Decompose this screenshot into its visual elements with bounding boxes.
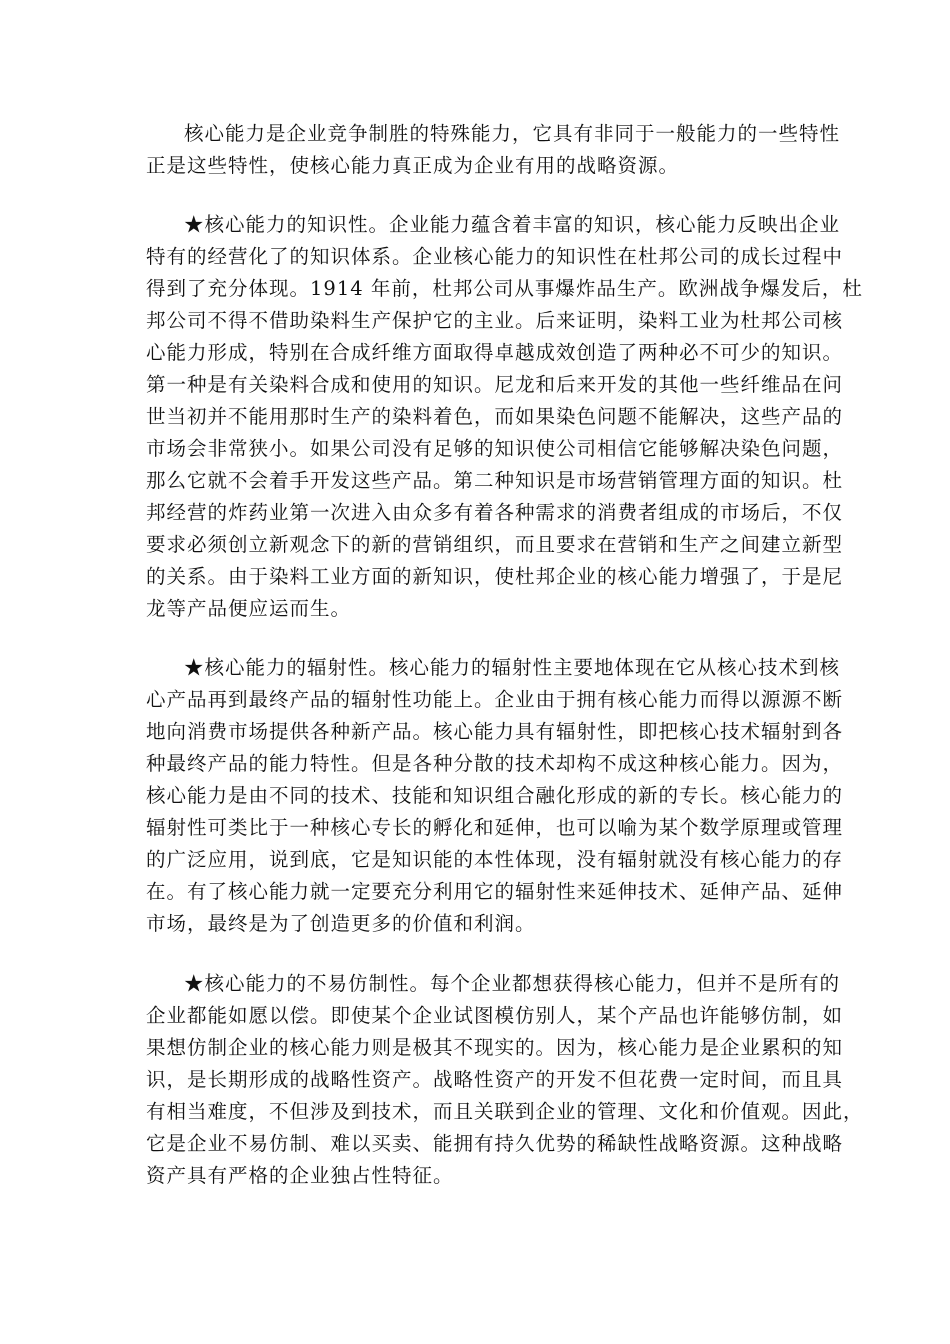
text-line: 得到了充分体现。1914 年前，杜邦公司从事爆炸品生产。欧洲战争爆发后，杜 <box>146 277 863 300</box>
text-line: 的广泛应用，说到底，它是知识能的本性体现，没有辐射就没有核心能力的存 <box>146 848 844 871</box>
text-line: 要求必须创立新观念下的新的营销组织，而且要求在营销和生产之间建立新型 <box>146 533 844 556</box>
text-line: 世当初并不能用那时生产的染料着色，而如果染色问题不能解决，这些产品的 <box>146 405 844 428</box>
text-line: ★核心能力的不易仿制性。每个企业都想获得核心能力，但并不是所有的 <box>184 972 841 995</box>
text-line: 第一种是有关染料合成和使用的知识。尼龙和后来开发的其他一些纤维品在问 <box>146 373 844 396</box>
text-line: 企业都能如愿以偿。即使某个企业试图模仿别人，某个产品也许能够仿制，如 <box>146 1004 844 1027</box>
text-line: 果想仿制企业的核心能力则是极其不现实的。因为，核心能力是企业累积的知 <box>146 1036 844 1059</box>
text-line: 特有的经营化了的知识体系。企业核心能力的知识性在杜邦公司的成长过程中 <box>146 245 844 268</box>
text-line: 正是这些特性，使核心能力真正成为企业有用的战略资源。 <box>146 154 680 177</box>
text-line: 辐射性可类比于一种核心专长的孵化和延伸，也可以喻为某个数学原理或管理 <box>146 816 844 839</box>
text-line: 心能力形成，特别在合成纤维方面取得卓越成效创造了两种必不可少的知识。 <box>146 341 844 364</box>
text-line: 心产品再到最终产品的辐射性功能上。企业由于拥有核心能力而得以源源不断 <box>146 688 844 711</box>
text-line: ★核心能力的知识性。企业能力蕴含着丰富的知识，核心能力反映出企业 <box>184 213 841 236</box>
text-line: 种最终产品的能力特性。但是各种分散的技术却构不成这种核心能力。因为， <box>146 752 844 775</box>
text-line: 市场会非常狭小。如果公司没有足够的知识使公司相信它能够解决染色问题， <box>146 437 844 460</box>
text-line: 识，是长期形成的战略性资产。战略性资产的开发不但花费一定时间，而且具 <box>146 1068 844 1091</box>
text-line: ★核心能力的辐射性。核心能力的辐射性主要地体现在它从核心技术到核 <box>184 656 841 679</box>
text-line: 核心能力是企业竞争制胜的特殊能力，它具有非同于一般能力的一些特性 <box>184 122 841 145</box>
text-line: 资产具有严格的企业独占性特征。 <box>146 1164 454 1187</box>
text-line: 邦经营的炸药业第一次进入由众多有着各种需求的消费者组成的市场后，不仅 <box>146 501 844 524</box>
text-line: 在。有了核心能力就一定要充分利用它的辐射性来延伸技术、延伸产品、延伸 <box>146 880 844 903</box>
text-line: 龙等产品便应运而生。 <box>146 597 352 620</box>
text-line: 的关系。由于染料工业方面的新知识，使杜邦企业的核心能力增强了，于是尼 <box>146 565 844 588</box>
text-line: 那么它就不会着手开发这些产品。第二种知识是市场营销管理方面的知识。杜 <box>146 469 844 492</box>
text-line: 邦公司不得不借助染料生产保护它的主业。后来证明，染料工业为杜邦公司核 <box>146 309 844 332</box>
text-line: 有相当难度，不但涉及到技术，而且关联到企业的管理、文化和价值观。因此， <box>146 1100 864 1123</box>
text-line: 它是企业不易仿制、难以买卖、能拥有持久优势的稀缺性战略资源。这种战略 <box>146 1132 844 1155</box>
text-line: 市场，最终是为了创造更多的价值和利润。 <box>146 912 536 935</box>
text-line: 地向消费市场提供各种新产品。核心能力具有辐射性，即把核心技术辐射到各 <box>146 720 844 743</box>
text-line: 核心能力是由不同的技术、技能和知识组合融化形成的新的专长。核心能力的 <box>146 784 844 807</box>
